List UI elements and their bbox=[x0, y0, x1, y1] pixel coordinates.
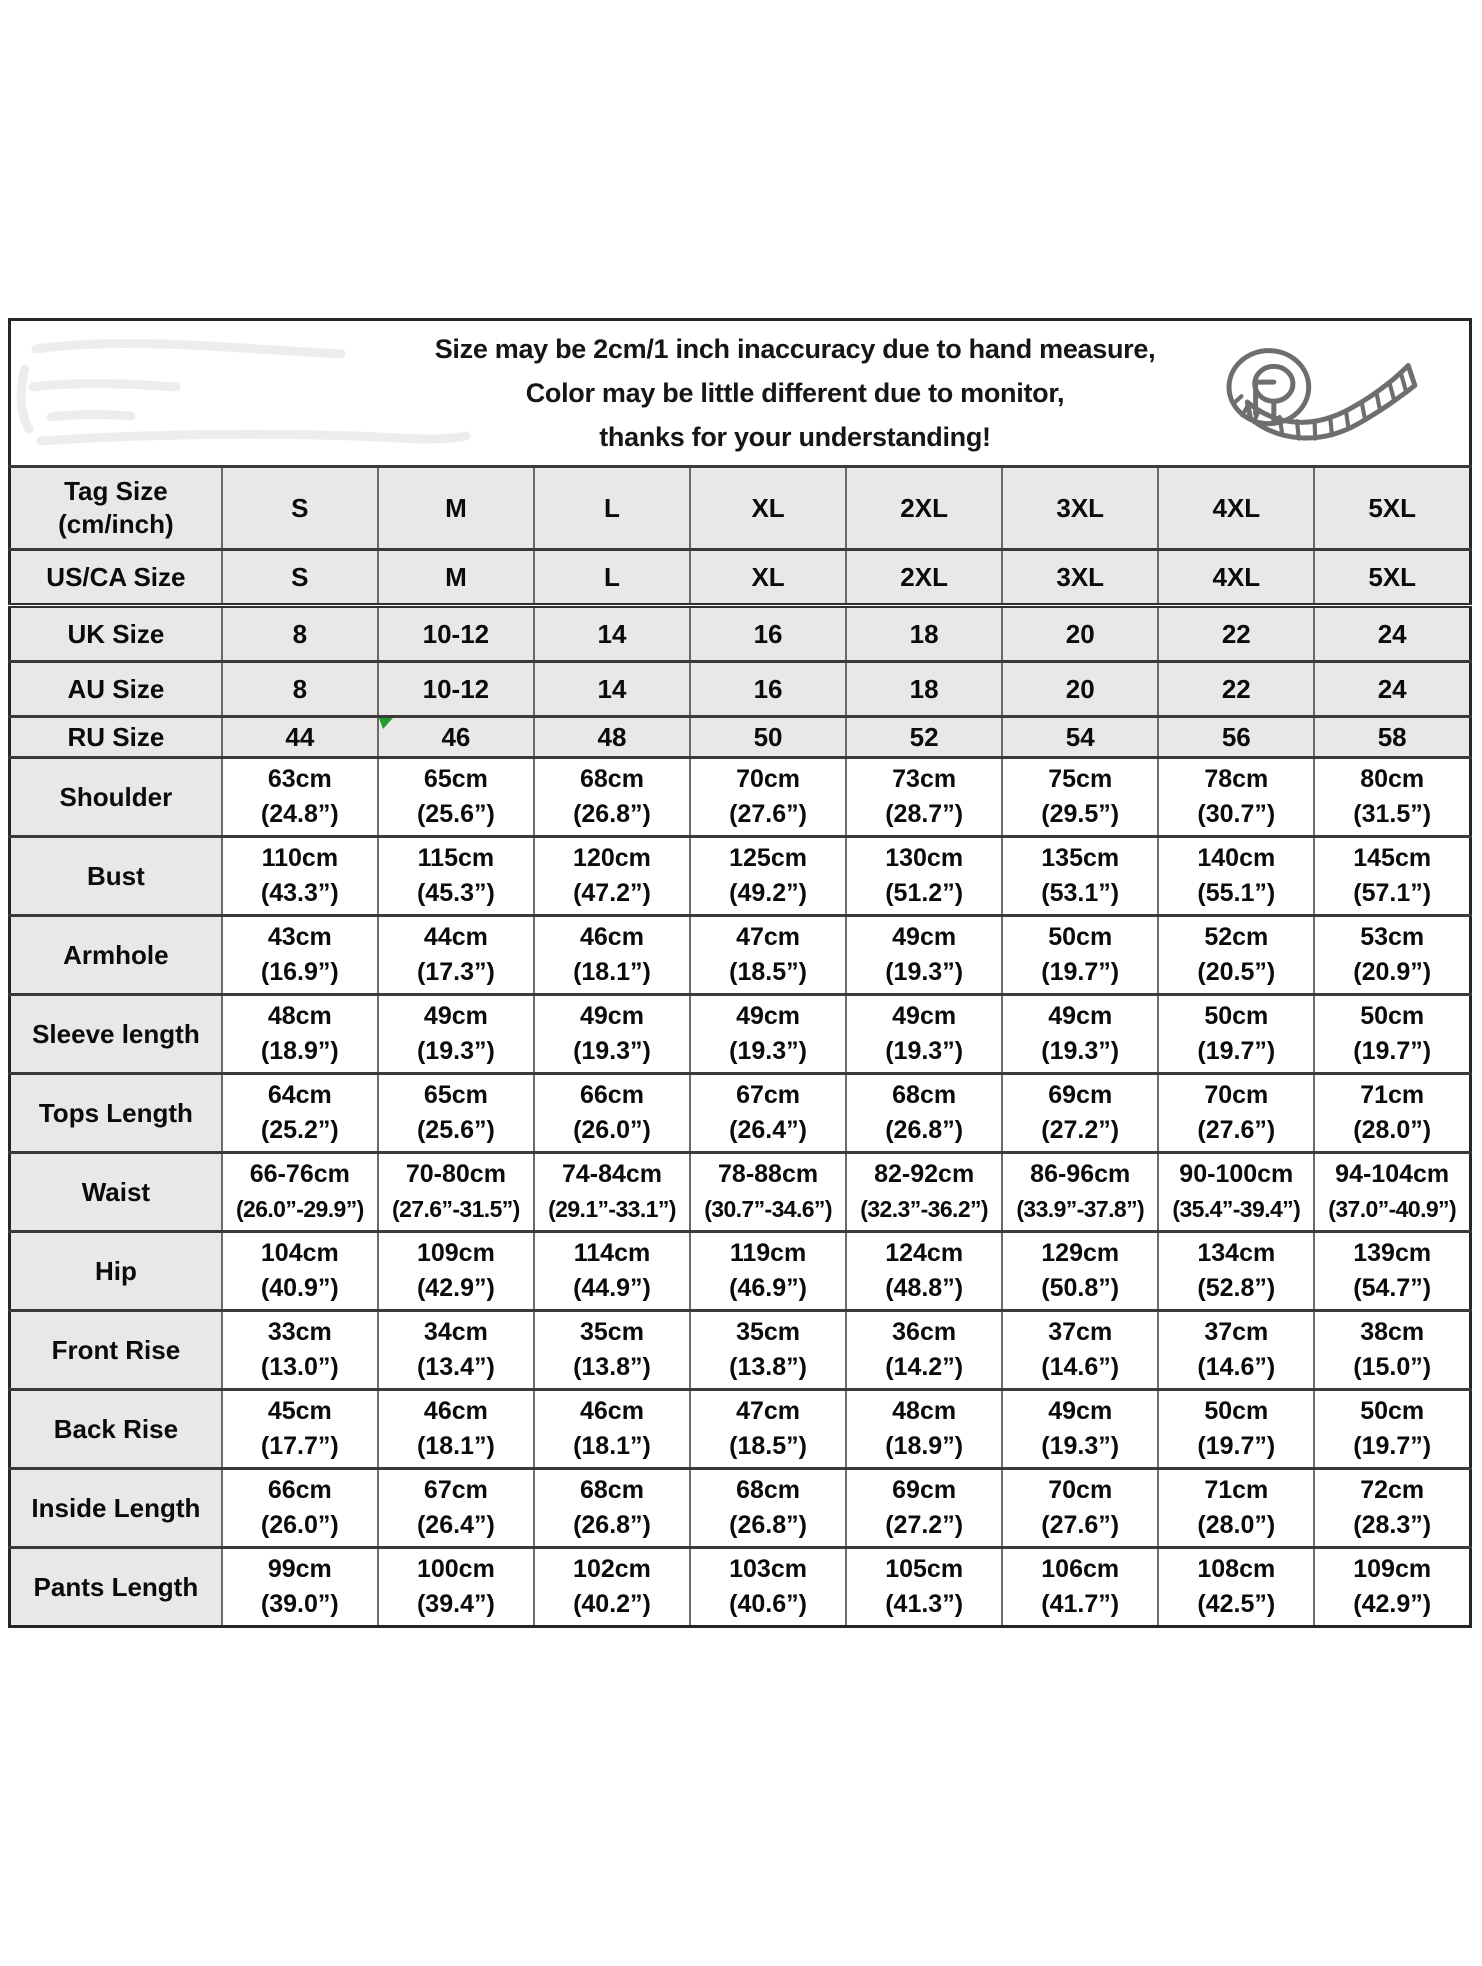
measure-value-cell: 50cm (19.7”) bbox=[1158, 1390, 1314, 1469]
size-value-cell: 4XL bbox=[1158, 467, 1314, 550]
measure-value-cell: 115cm (45.3”) bbox=[378, 837, 534, 916]
size-value-cell: S bbox=[222, 467, 378, 550]
measure-value-cell: 106cm (41.7”) bbox=[1002, 1548, 1158, 1627]
size-value-cell: 52 bbox=[846, 717, 1002, 758]
size-value-cell: 4XL bbox=[1158, 550, 1314, 606]
size-value-cell: 3XL bbox=[1002, 467, 1158, 550]
table-row-au-size bbox=[10, 662, 1471, 717]
measure-value-cell: 49cm (19.3”) bbox=[1002, 1390, 1158, 1469]
row-label: RU Size bbox=[10, 717, 222, 758]
measure-value-cell: 109cm (42.9”) bbox=[378, 1232, 534, 1311]
size-value-cell: 24 bbox=[1314, 606, 1470, 662]
size-value-cell: 14 bbox=[534, 662, 690, 717]
measure-value-cell: 125cm (49.2”) bbox=[690, 837, 846, 916]
measure-value-cell: 145cm (57.1”) bbox=[1314, 837, 1470, 916]
measure-value-cell: 100cm (39.4”) bbox=[378, 1548, 534, 1627]
measure-value-cell: 34cm (13.4”) bbox=[378, 1311, 534, 1390]
measure-value-cell: 48cm (18.9”) bbox=[222, 995, 378, 1074]
measure-value-cell: 45cm (17.7”) bbox=[222, 1390, 378, 1469]
measure-value-cell: 70-80cm (27.6”-31.5”) bbox=[378, 1153, 534, 1232]
table-row-back-rise bbox=[10, 1390, 1471, 1469]
measure-value-cell: 114cm (44.9”) bbox=[534, 1232, 690, 1311]
measure-value-cell: 49cm (19.3”) bbox=[1002, 995, 1158, 1074]
measure-value-cell: 80cm (31.5”) bbox=[1314, 758, 1470, 837]
measure-value-cell: 78cm (30.7”) bbox=[1158, 758, 1314, 837]
row-label: Pants Length bbox=[10, 1548, 222, 1627]
table-row-inside-length bbox=[10, 1469, 1471, 1548]
measure-value-cell: 68cm (26.8”) bbox=[534, 1469, 690, 1548]
row-label: Sleeve length bbox=[10, 995, 222, 1074]
measure-value-cell: 71cm (28.0”) bbox=[1314, 1074, 1470, 1153]
measure-value-cell: 68cm (26.8”) bbox=[534, 758, 690, 837]
measure-value-cell: 130cm (51.2”) bbox=[846, 837, 1002, 916]
row-label: Shoulder bbox=[10, 758, 222, 837]
measure-value-cell: 120cm (47.2”) bbox=[534, 837, 690, 916]
measure-value-cell: 47cm (18.5”) bbox=[690, 1390, 846, 1469]
disclaimer-line-2: Color may be little different due to monitor, bbox=[525, 377, 1065, 408]
table-row-hip bbox=[10, 1232, 1471, 1311]
table-row-uk-size bbox=[10, 606, 1471, 662]
row-label: Hip bbox=[10, 1232, 222, 1311]
disclaimer-line-1: Size may be 2cm/1 inch inaccuracy due to hand measure, bbox=[434, 333, 1156, 364]
measure-value-cell: 65cm (25.6”) bbox=[378, 758, 534, 837]
measure-value-cell: 73cm (28.7”) bbox=[846, 758, 1002, 837]
measure-value-cell: 110cm (43.3”) bbox=[222, 837, 378, 916]
row-label: Back Rise bbox=[10, 1390, 222, 1469]
measure-value-cell: 82-92cm (32.3”-36.2”) bbox=[846, 1153, 1002, 1232]
table-row-armhole bbox=[10, 916, 1471, 995]
measure-value-cell: 69cm (27.2”) bbox=[1002, 1074, 1158, 1153]
size-value-cell: 8 bbox=[222, 662, 378, 717]
measure-value-cell: 49cm (19.3”) bbox=[846, 995, 1002, 1074]
size-value-cell: 2XL bbox=[846, 467, 1002, 550]
size-value-cell: 5XL bbox=[1314, 550, 1470, 606]
size-value-cell: 44 bbox=[222, 717, 378, 758]
measure-value-cell: 140cm (55.1”) bbox=[1158, 837, 1314, 916]
measure-value-cell: 134cm (52.8”) bbox=[1158, 1232, 1314, 1311]
size-value-cell: S bbox=[222, 550, 378, 606]
size-value-cell: 3XL bbox=[1002, 550, 1158, 606]
size-value-cell: 56 bbox=[1158, 717, 1314, 758]
disclaimer-text bbox=[261, 321, 1329, 465]
table-row-waist bbox=[10, 1153, 1471, 1232]
measure-value-cell: 90-100cm (35.4”-39.4”) bbox=[1158, 1153, 1314, 1232]
measure-value-cell: 65cm (25.6”) bbox=[378, 1074, 534, 1153]
size-value-cell: XL bbox=[690, 467, 846, 550]
size-value-cell: 24 bbox=[1314, 662, 1470, 717]
size-table-rows bbox=[10, 467, 1471, 1627]
size-value-cell: 22 bbox=[1158, 606, 1314, 662]
table-row-tag-size bbox=[10, 467, 1471, 550]
measure-value-cell: 43cm (16.9”) bbox=[222, 916, 378, 995]
disclaimer-box bbox=[8, 318, 1472, 465]
measure-value-cell: 67cm (26.4”) bbox=[690, 1074, 846, 1153]
measure-value-cell: 135cm (53.1”) bbox=[1002, 837, 1158, 916]
chart-container bbox=[8, 318, 1472, 1628]
table-row-us-ca-size bbox=[10, 550, 1471, 606]
measure-value-cell: 70cm (27.6”) bbox=[690, 758, 846, 837]
table-row-bust bbox=[10, 837, 1471, 916]
size-value-cell: 50 bbox=[690, 717, 846, 758]
size-value-cell: L bbox=[534, 467, 690, 550]
measure-value-cell: 69cm (27.2”) bbox=[846, 1469, 1002, 1548]
row-label: UK Size bbox=[10, 606, 222, 662]
measure-value-cell: 68cm (26.8”) bbox=[846, 1074, 1002, 1153]
measure-value-cell: 66cm (26.0”) bbox=[534, 1074, 690, 1153]
size-value-cell: 5XL bbox=[1314, 467, 1470, 550]
measure-value-cell: 68cm (26.8”) bbox=[690, 1469, 846, 1548]
measure-value-cell: 49cm (19.3”) bbox=[534, 995, 690, 1074]
size-value-cell: 46 bbox=[378, 717, 534, 758]
measure-value-cell: 86-96cm (33.9”-37.8”) bbox=[1002, 1153, 1158, 1232]
measure-value-cell: 139cm (54.7”) bbox=[1314, 1232, 1470, 1311]
measure-value-cell: 99cm (39.0”) bbox=[222, 1548, 378, 1627]
row-label: Armhole bbox=[10, 916, 222, 995]
measure-value-cell: 48cm (18.9”) bbox=[846, 1390, 1002, 1469]
row-label: US/CA Size bbox=[10, 550, 222, 606]
measure-value-cell: 46cm (18.1”) bbox=[378, 1390, 534, 1469]
measure-value-cell: 38cm (15.0”) bbox=[1314, 1311, 1470, 1390]
measure-value-cell: 37cm (14.6”) bbox=[1158, 1311, 1314, 1390]
row-label: Bust bbox=[10, 837, 222, 916]
measure-value-cell: 49cm (19.3”) bbox=[690, 995, 846, 1074]
measure-value-cell: 109cm (42.9”) bbox=[1314, 1548, 1470, 1627]
table-row-ru-size bbox=[10, 717, 1471, 758]
size-value-cell: XL bbox=[690, 550, 846, 606]
size-chart-table bbox=[8, 465, 1472, 1628]
measure-value-cell: 49cm (19.3”) bbox=[378, 995, 534, 1074]
disclaimer-line-3: thanks for your understanding! bbox=[599, 421, 991, 452]
measure-value-cell: 105cm (41.3”) bbox=[846, 1548, 1002, 1627]
measure-value-cell: 74-84cm (29.1”-33.1”) bbox=[534, 1153, 690, 1232]
green-corner-marker bbox=[379, 718, 393, 729]
measure-value-cell: 35cm (13.8”) bbox=[690, 1311, 846, 1390]
size-value-cell: 10-12 bbox=[378, 606, 534, 662]
table-row-tops-length bbox=[10, 1074, 1471, 1153]
table-row-pants-length bbox=[10, 1548, 1471, 1627]
size-value-cell: 10-12 bbox=[378, 662, 534, 717]
size-value-cell: L bbox=[534, 550, 690, 606]
measure-value-cell: 72cm (28.3”) bbox=[1314, 1469, 1470, 1548]
table-row-shoulder bbox=[10, 758, 1471, 837]
table-row-front-rise bbox=[10, 1311, 1471, 1390]
table-row-sleeve-length bbox=[10, 995, 1471, 1074]
size-value-cell: M bbox=[378, 467, 534, 550]
size-value-cell: 54 bbox=[1002, 717, 1158, 758]
row-label: Front Rise bbox=[10, 1311, 222, 1390]
measure-value-cell: 35cm (13.8”) bbox=[534, 1311, 690, 1390]
measure-value-cell: 71cm (28.0”) bbox=[1158, 1469, 1314, 1548]
size-value-cell: 16 bbox=[690, 606, 846, 662]
size-value-cell: 48 bbox=[534, 717, 690, 758]
size-value-cell: 2XL bbox=[846, 550, 1002, 606]
measure-value-cell: 49cm (19.3”) bbox=[846, 916, 1002, 995]
measuring-tape-icon bbox=[1201, 339, 1423, 451]
size-value-cell: 18 bbox=[846, 606, 1002, 662]
measure-value-cell: 50cm (19.7”) bbox=[1314, 995, 1470, 1074]
measure-value-cell: 103cm (40.6”) bbox=[690, 1548, 846, 1627]
measure-value-cell: 108cm (42.5”) bbox=[1158, 1548, 1314, 1627]
measure-value-cell: 53cm (20.9”) bbox=[1314, 916, 1470, 995]
measure-value-cell: 50cm (19.7”) bbox=[1002, 916, 1158, 995]
measure-value-cell: 70cm (27.6”) bbox=[1002, 1469, 1158, 1548]
measure-value-cell: 66cm (26.0”) bbox=[222, 1469, 378, 1548]
size-value-cell: 20 bbox=[1002, 662, 1158, 717]
measure-value-cell: 36cm (14.2”) bbox=[846, 1311, 1002, 1390]
measure-value-cell: 33cm (13.0”) bbox=[222, 1311, 378, 1390]
measure-value-cell: 46cm (18.1”) bbox=[534, 1390, 690, 1469]
row-label: AU Size bbox=[10, 662, 222, 717]
measure-value-cell: 63cm (24.8”) bbox=[222, 758, 378, 837]
size-value-cell: 18 bbox=[846, 662, 1002, 717]
size-value-cell: M bbox=[378, 550, 534, 606]
row-label: Inside Length bbox=[10, 1469, 222, 1548]
measure-value-cell: 104cm (40.9”) bbox=[222, 1232, 378, 1311]
size-value-cell: 58 bbox=[1314, 717, 1470, 758]
measure-value-cell: 75cm (29.5”) bbox=[1002, 758, 1158, 837]
size-value-cell: 8 bbox=[222, 606, 378, 662]
measure-value-cell: 37cm (14.6”) bbox=[1002, 1311, 1158, 1390]
size-value-cell: 16 bbox=[690, 662, 846, 717]
measure-value-cell: 44cm (17.3”) bbox=[378, 916, 534, 995]
size-value-cell: 14 bbox=[534, 606, 690, 662]
measure-value-cell: 64cm (25.2”) bbox=[222, 1074, 378, 1153]
measure-value-cell: 52cm (20.5”) bbox=[1158, 916, 1314, 995]
measure-value-cell: 67cm (26.4”) bbox=[378, 1469, 534, 1548]
size-value-cell: 20 bbox=[1002, 606, 1158, 662]
measure-value-cell: 119cm (46.9”) bbox=[690, 1232, 846, 1311]
measure-value-cell: 129cm (50.8”) bbox=[1002, 1232, 1158, 1311]
measure-value-cell: 46cm (18.1”) bbox=[534, 916, 690, 995]
measure-value-cell: 102cm (40.2”) bbox=[534, 1548, 690, 1627]
measure-value-cell: 50cm (19.7”) bbox=[1314, 1390, 1470, 1469]
measure-value-cell: 94-104cm (37.0”-40.9”) bbox=[1314, 1153, 1470, 1232]
row-label: Tag Size (cm/inch) bbox=[10, 467, 222, 550]
row-label: Waist bbox=[10, 1153, 222, 1232]
measure-value-cell: 124cm (48.8”) bbox=[846, 1232, 1002, 1311]
measure-value-cell: 78-88cm (30.7”-34.6”) bbox=[690, 1153, 846, 1232]
measure-value-cell: 47cm (18.5”) bbox=[690, 916, 846, 995]
size-value-cell: 22 bbox=[1158, 662, 1314, 717]
row-label: Tops Length bbox=[10, 1074, 222, 1153]
measure-value-cell: 70cm (27.6”) bbox=[1158, 1074, 1314, 1153]
measure-value-cell: 50cm (19.7”) bbox=[1158, 995, 1314, 1074]
measure-value-cell: 66-76cm (26.0”-29.9”) bbox=[222, 1153, 378, 1232]
